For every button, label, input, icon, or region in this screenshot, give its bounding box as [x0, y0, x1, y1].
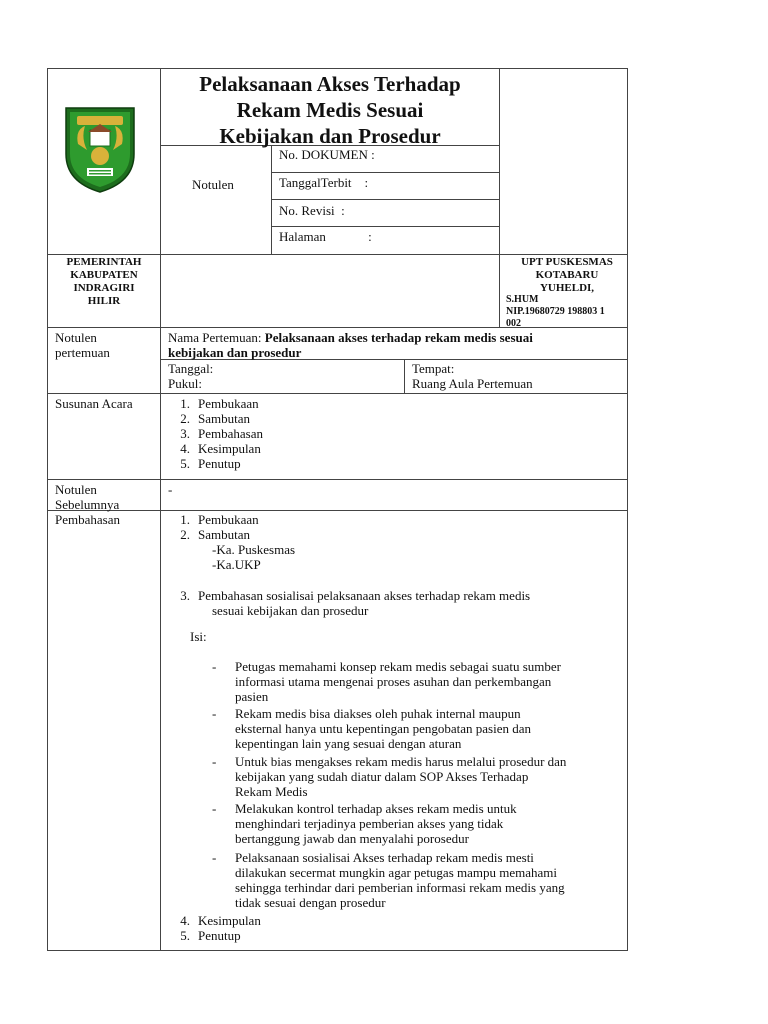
- time-label: Pukul:: [168, 376, 202, 391]
- discussion-label: Pembahasan: [55, 512, 120, 527]
- label-line: Notulen: [55, 330, 97, 345]
- row-divider: [47, 510, 628, 511]
- signatory-nip: [506, 306, 624, 330]
- agenda-item: 5. Penutup: [180, 456, 241, 471]
- place-label: Tempat:: [412, 361, 455, 376]
- title-line: Pelaksanaan Akses Terhadap: [199, 72, 461, 96]
- table-border-top: [47, 68, 628, 69]
- meeting-name-prefix: Nama Pertemuan:: [168, 330, 265, 345]
- puskesmas-label: [508, 256, 626, 295]
- agenda-item: 3. Pembahasan: [180, 426, 263, 441]
- discussion-bullet: - Untuk bias mengakses rekam medis harus melalui prosedur dan kebijakan yang sudah diatur dalam SOP Akses Terhadap Rekam Medis: [212, 754, 567, 799]
- discussion-item-5: 5. Penutup: [180, 928, 241, 943]
- meeting-name-value-cont: kebijakan dan prosedur: [168, 345, 302, 360]
- label-line: pertemuan: [55, 345, 110, 360]
- table-border-bottom: [47, 950, 628, 951]
- discussion-bullet: - Petugas memahami konsep rekam medis sebagai suatu sumber informasi utama mengenai proses asuhan dan perkembangan pasien: [212, 659, 562, 704]
- doc-field-divider: [271, 199, 500, 200]
- agenda-item: 4. Kesimpulan: [180, 441, 261, 456]
- meeting-date: [168, 361, 213, 391]
- discussion-bullet: - Melakukan kontrol terhadap akses rekam medis untuk menghindari terjadinya pemberian akses yang tidak bertanggung jawab dan menyalahi porosedur: [212, 801, 517, 846]
- title-line: Rekam Medis Sesuai: [236, 98, 424, 122]
- row-divider: [47, 479, 628, 480]
- nip-line: NIP.19680729 198803 1: [506, 306, 605, 317]
- header-bottom-divider: [47, 254, 628, 255]
- column-divider-right: [499, 68, 500, 328]
- title-line: Kebijakan dan Prosedur: [219, 124, 441, 148]
- page-field: Halaman :: [279, 229, 372, 244]
- meeting-notes-label: [55, 330, 110, 360]
- meeting-name-value: Pelaksanaan akses terhadap rekam medis sesuai: [264, 330, 533, 345]
- date-place-divider: [404, 359, 405, 393]
- discussion-bullet: - Rekam medis bisa diakses oleh puhak internal maupun eksternal hanya untu kepentingan pengobatan pasien dan kepentingan lain yang sesuai dengan aturan: [212, 706, 532, 751]
- previous-notes-value: -: [168, 482, 173, 497]
- speaker-list: [212, 542, 295, 572]
- doc-number-field: No. DOKUMEN :: [279, 147, 375, 162]
- doc-field-divider: [271, 226, 500, 227]
- discussion-item-4: 4. Kesimpulan: [180, 913, 261, 928]
- discussion-bullet: - Pelaksanaan sosialisai Akses terhadap rekam medis mesti dilakukan secermat mungkin agar petugas mampu memahami sehingga terhindar dari pemberian informasi rekam medis yang tidak sesuai dengan prosedur: [212, 850, 565, 910]
- content-label: Isi:: [190, 629, 207, 644]
- org-line: PEMERINTAH: [66, 256, 142, 268]
- signatory-name: S.HUM: [506, 294, 539, 305]
- org-line: UPT PUSKESMAS: [521, 256, 613, 268]
- discussion-item-3: 3. Pembahasan sosialisai pelaksanaan akses terhadap rekam medis sesuai kebijakan dan prosedur: [180, 588, 531, 618]
- speaker-item: -Ka.UKP: [212, 557, 261, 572]
- agenda-label: Susunan Acara: [55, 396, 133, 411]
- nip-line: 002: [506, 318, 521, 329]
- org-line: YUHELDI,: [539, 282, 595, 294]
- agenda-list: [168, 396, 263, 471]
- previous-notes-label: [55, 482, 119, 512]
- government-label: [50, 256, 158, 308]
- label-line: Notulen: [55, 482, 97, 497]
- agenda-item: 2. Sambutan: [180, 411, 250, 426]
- org-line: INDRAGIRI: [73, 282, 135, 294]
- discussion-item-1: 1. Pembukaan: [180, 512, 259, 527]
- notulen-label: Notulen: [192, 177, 234, 192]
- doc-field-divider: [271, 172, 500, 173]
- regency-emblem-logo: [63, 104, 137, 194]
- row-divider: [47, 393, 628, 394]
- document-title: [161, 71, 499, 149]
- org-line: HILIR: [87, 295, 121, 307]
- label-line: Sebelumnya: [55, 497, 120, 512]
- speaker-item: -Ka. Puskesmas: [212, 542, 296, 557]
- issue-date-field: TanggalTerbit :: [279, 175, 369, 190]
- org-line: KOTABARU: [535, 269, 599, 281]
- meeting-name: [168, 330, 624, 360]
- meeting-place: [412, 361, 533, 391]
- agenda-item: 1. Pembukaan: [180, 396, 259, 411]
- date-label: Tanggal:: [168, 361, 214, 376]
- discussion-item-2: 2. Sambutan: [180, 527, 250, 542]
- revision-field: No. Revisi :: [279, 203, 345, 218]
- place-value: Ruang Aula Pertemuan: [412, 376, 533, 391]
- org-line: KABUPATEN: [70, 269, 138, 281]
